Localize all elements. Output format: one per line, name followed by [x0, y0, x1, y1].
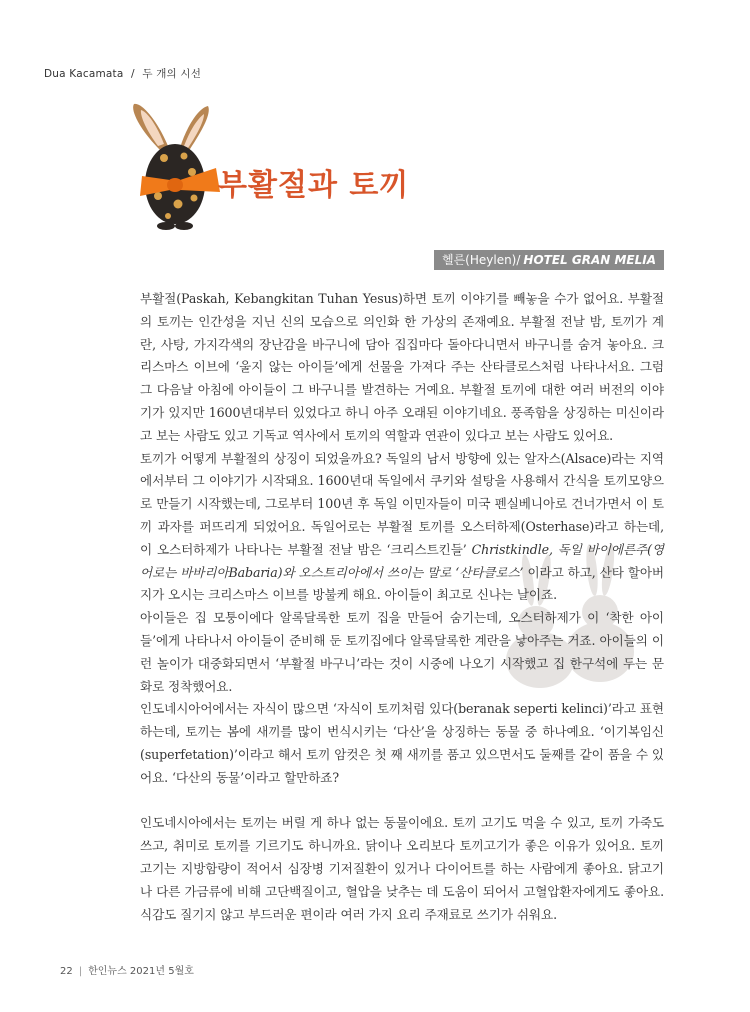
- paragraph-1: 부활절(Paskah, Kebangkitan Tuhan Yesus)하면 토끼 이야기를 빼놓을 수가 없어요. 부활절의 토끼는 인간성을 지닌 신의 모습으로 의인화 한 가상의 존재예요. 부활절 전날 밤, 토끼가 계란, 사탕, 가지각색의 장난감을 바구니에 담아 집집마다 돌아다니면서 바구니를 숨겨 놓아요. 크리스마스 이브에 ‘울지 않는 아이들’에게 선물을 가져다 주는 산타클로스처럼 나타나서요. 그럼 그 다음날 아침에 아이들이 그 바구니를 발견하는 거예요. 부활절 토끼에 대한 여러 버전의 이야기가 있지만 1600년대부터 있었다고 하니 아주 오래된 이야기네요. 풍족함을 상징하는 미신이라고 보는 사람도 있고 기독교 역사에서 토끼의 역할과 연관이 있다고 보는 사람도 있어요.: [140, 291, 664, 443]
- section-label: [44, 66, 201, 81]
- easter-egg-rabbit-icon: [120, 100, 230, 232]
- article-byline: [434, 250, 664, 270]
- byline-hotel: HOTEL GRAN MELIA: [523, 253, 656, 267]
- paragraph-2-text: 토끼가 어떻게 부활절의 상징이 되었을까요? 독일의 남서 방향에 있는 알자스(Alsace)라는 지역에서부터 그 이야기가 시작돼요. 1600년대 독일에서 쿠키와 설탕을 사용해서 간식을 토끼모양으로 만들기 시작했는데, 그로부터 100년 후 독일 이민자들이 미국 펜실베니아로 건너가면서 이 토끼 과자를 퍼뜨리게 되었어요. 독일어로는 부활절 토끼를 오스터하제(Osterhase)라고 하는데, 이 오스터하제가 나타나는 부활절 전날 밤은 ‘크리스트킨들’: [140, 450, 664, 557]
- article-title: 부활절과 토끼: [218, 168, 410, 203]
- paragraph-3: 아이들은 집 모퉁이에다 알록달록한 토끼 집을 만들어 숨기는데, 오스터하제가 이 ‘착한 아이들’에게 나타나서 아이들이 준비해 둔 토끼집에다 알록달록한 계란을 낳아주는 거죠. 아이들의 이런 놀이가 대중화되면서 ‘부활절 바구니’라는 것이 시중에 나오기 시작했고 집 한구석에 두는 문화로 정착했어요.: [140, 610, 664, 694]
- paragraph-2: [140, 448, 664, 608]
- page-number: 22: [60, 966, 73, 977]
- article-body: [140, 288, 664, 926]
- section-separator: /: [131, 68, 135, 80]
- page-footer: [60, 962, 194, 977]
- magazine-issue: 한인뉴스 2021년 5월호: [88, 966, 194, 977]
- paragraph-2-end: 이라고 하고, 산타 할아버지가 오시는 크리스마스 이브를 방불케 해요. 아이들이 최고로 신나는 날이죠.: [140, 564, 664, 603]
- paragraph-2-note: Christkindle, 독일 바이에른주(영어로는 바바리아Babaria)와 오스트리아에서 쓰이는 말로 ‘산타클로스’: [140, 541, 664, 580]
- section-name: Dua Kacamata: [44, 68, 124, 80]
- byline-author: 헬른(Heylen)/: [441, 253, 521, 267]
- paragraph-5: 인도네시아에서는 토끼는 버릴 게 하나 없는 동물이에요. 토끼 고기도 먹을 수 있고, 토끼 가죽도 쓰고, 취미로 토끼를 기르기도 하니까요. 닭이나 오리보다 토끼고기가 좋은 이유가 있어요. 토끼고기는 지방함량이 적어서 심장병 기저질환이 있거나 다이어트를 하는 사람에게 좋아요. 닭고기나 다른 가금류에 비해 고단백질이고, 혈압을 낮추는 데 도움이 되어서 고혈압환자에게도 좋아요. 식감도 질기지 않고 부드러운 편이라 여러 가지 요리 주재료로 쓰기가 쉬워요.: [140, 815, 664, 922]
- paragraph-4: 인도네시아어에서는 자식이 많으면 ‘자식이 토끼처럼 있다(beranak seperti kelinci)’라고 표현하는데, 토끼는 봄에 새끼를 많이 번식시키는 ‘다산’을 상징하는 동물 중 하나예요. ‘이기복임신(superfetation)’이라고 해서 토끼 암컷은 첫 째 새끼를 품고 있으면서도 둘째를 같이 품을 수 있어요. ‘다산의 동물’이라고 할만하죠?: [140, 701, 664, 785]
- footer-separator: |: [78, 966, 83, 977]
- section-name-korean: 두 개의 시선: [142, 68, 202, 80]
